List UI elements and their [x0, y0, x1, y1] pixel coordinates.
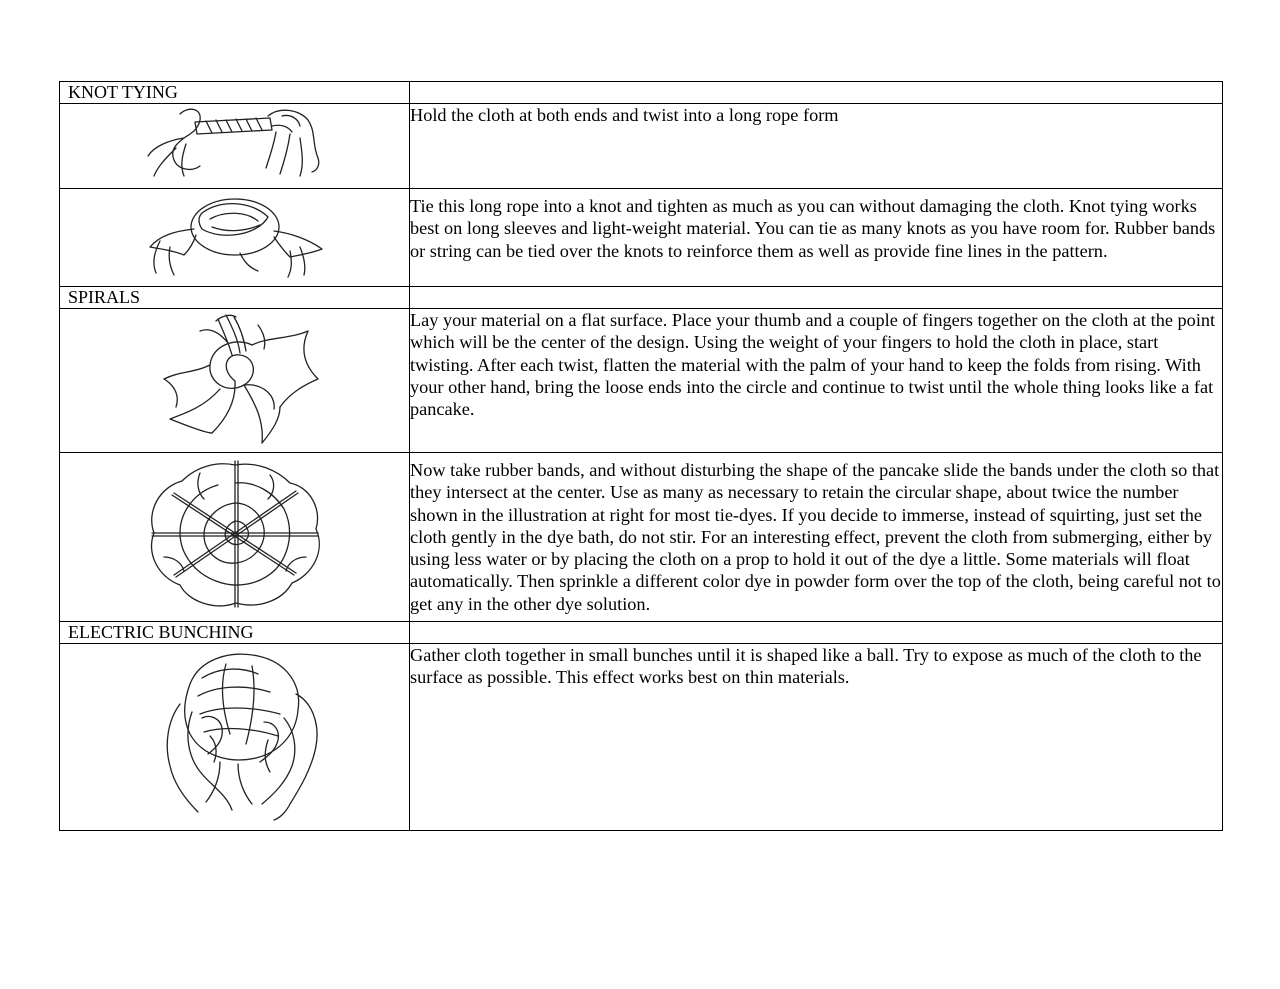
illustration-cell	[60, 453, 410, 622]
table-row	[60, 453, 1223, 622]
table-row	[60, 644, 1223, 831]
step-text: Now take rubber bands, and without disturbing the shape of the pancake slide the bands under the cloth so that they intersect at the center. Use as many as necessary to retain the circular shape, about twice the number shown in the illustration at right for most tie-dyes. If you decide to immerse, instead of squirting, just set the cloth gently in the dye bath, do not stir. For an interesting effect, prevent the cloth from submerging, either by using less water or by placing the cloth on a prop to hold it out of the dye a little. Some materials will float automatically. Then sprinkle a different color dye in powder form over the top of the cloth, being careful not to get any in the other dye solution.	[410, 453, 1223, 622]
step-text: Lay your material on a flat surface. Place your thumb and a couple of fingers together on the cloth at the point which will be the center of the design. Using the weight of your fingers to hold the cloth in place, start twisting. After each twist, flatten the material with the palm of your hand to keep the folds from rising. With your other hand, bring the loose ends into the circle and continue to twist until the whole thing looks like a fat pancake.	[410, 309, 1223, 453]
section-title: SPIRALS	[60, 287, 410, 309]
table-row	[60, 309, 1223, 453]
section-header-electric-bunching	[60, 622, 1223, 644]
illustration-cell	[60, 309, 410, 453]
knot-illustration	[140, 189, 330, 279]
section-header-knot-tying	[60, 82, 1223, 104]
section-title: KNOT TYING	[60, 82, 410, 104]
banded-pancake-illustration	[140, 453, 330, 613]
section-header-spirals	[60, 287, 1223, 309]
table-row	[60, 104, 1223, 189]
illustration-cell	[60, 644, 410, 831]
spiral-twist-illustration	[140, 309, 330, 447]
instructions-table	[59, 81, 1223, 831]
table-row	[60, 189, 1223, 287]
step-text: Tie this long rope into a knot and tighten as much as you can without damaging the cloth. Knot tying works best on long sleeves and light-weight material. You can tie as many knots as you have room for. Rubber bands or string can be tied over the knots to reinforce them as well as provide fine lines in the pattern.	[410, 189, 1223, 287]
illustration-cell	[60, 104, 410, 189]
step-text: Hold the cloth at both ends and twist into a long rope form	[410, 104, 1223, 189]
illustration-cell	[60, 189, 410, 287]
step-text: Gather cloth together in small bunches until it is shaped like a ball. Try to expose as much of the cloth to the surface as possible. This effect works best on thin materials.	[410, 644, 1223, 831]
section-title: ELECTRIC BUNCHING	[60, 622, 410, 644]
bunched-ball-illustration	[140, 644, 330, 822]
twist-rope-illustration	[140, 104, 330, 180]
